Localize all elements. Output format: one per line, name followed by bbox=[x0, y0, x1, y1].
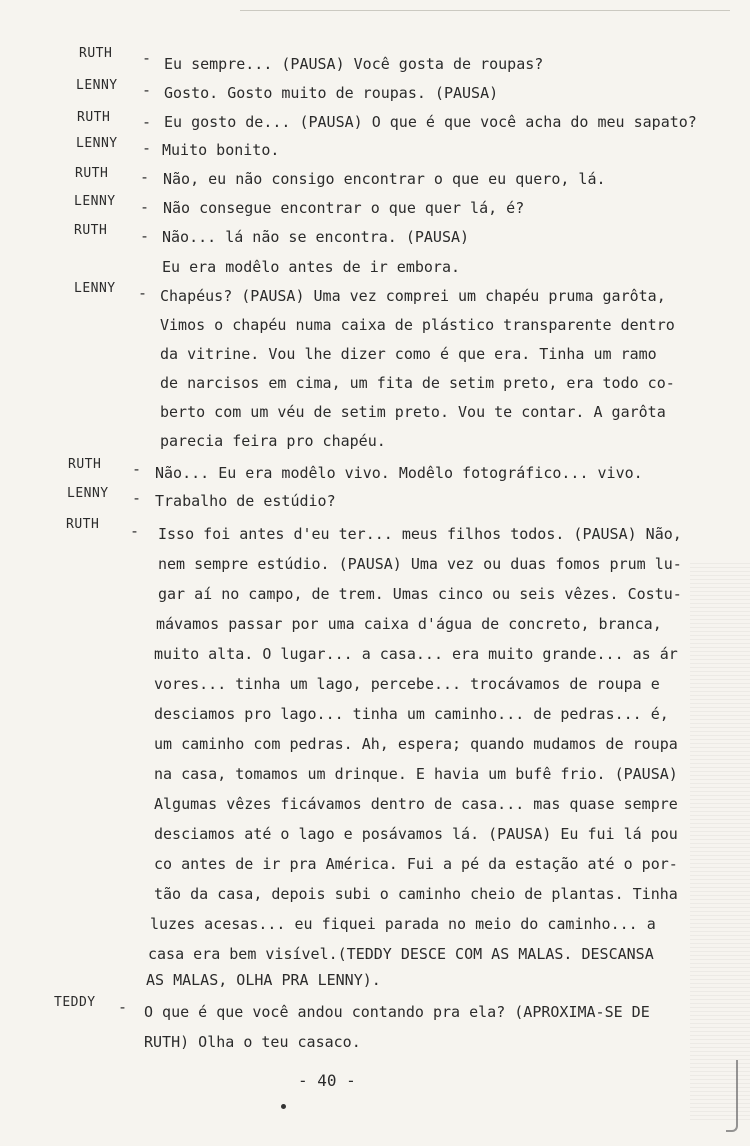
dialogue-dash: - bbox=[140, 168, 150, 186]
dialogue-line: tão da casa, depois subi o caminho cheio de plantas. Tinha bbox=[154, 885, 678, 903]
speaker-lenny: LENNY bbox=[74, 194, 116, 209]
dialogue-line: casa era bem visível.(TEDDY DESCE COM AS MALAS. DESCANSA bbox=[148, 945, 654, 963]
dialogue-line: muito alta. O lugar... a casa... era muito grande... as ár bbox=[154, 645, 678, 663]
speaker-lenny: LENNY bbox=[76, 136, 118, 151]
dialogue-line: vores... tinha um lago, percebe... trocávamos de roupa e bbox=[154, 675, 660, 693]
speaker-lenny: LENNY bbox=[76, 78, 118, 93]
dialogue-line: na casa, tomamos um drinque. E havia um bufê frio. (PAUSA) bbox=[154, 765, 678, 783]
dialogue-dash: - bbox=[130, 522, 140, 540]
speaker-ruth: RUTH bbox=[66, 517, 100, 532]
dialogue-line: Gosto. Gosto muito de roupas. (PAUSA) bbox=[164, 84, 499, 102]
dialogue-line: co antes de ir pra América. Fui a pé da estação até o por- bbox=[154, 855, 678, 873]
dialogue-line: berto com um véu de setim preto. Vou te contar. A garôta bbox=[160, 403, 666, 421]
speaker-ruth: RUTH bbox=[74, 223, 108, 238]
dialogue-dash: - bbox=[142, 139, 152, 157]
dialogue-dash: - bbox=[140, 227, 150, 245]
dialogue-line: Vimos o chapéu numa caixa de plástico transparente dentro bbox=[160, 316, 675, 334]
dialogue-line: Eu gosto de... (PAUSA) O que é que você acha do meu sapato? bbox=[164, 113, 697, 131]
dialogue-line: de narcisos em cima, um fita de setim preto, era todo co- bbox=[160, 374, 675, 392]
dialogue-dash: - bbox=[142, 113, 152, 131]
dialogue-line: Muito bonito. bbox=[162, 141, 280, 159]
dialogue-line: gar aí no campo, de trem. Umas cinco ou seis vêzes. Costu- bbox=[158, 585, 682, 603]
page-number: - 40 - bbox=[298, 1071, 356, 1090]
speaker-lenny: LENNY bbox=[74, 281, 116, 296]
dialogue-line: RUTH) Olha o teu casaco. bbox=[144, 1033, 361, 1051]
dialogue-line: Não... Eu era modêlo vivo. Modêlo fotográfico... vivo. bbox=[155, 464, 643, 482]
dialogue-line: mávamos passar por uma caixa d'água de concreto, branca, bbox=[156, 615, 662, 633]
dialogue-line: Algumas vêzes ficávamos dentro de casa... mas quase sempre bbox=[154, 795, 678, 813]
dialogue-line: nem sempre estúdio. (PAUSA) Uma vez ou duas fomos prum lu- bbox=[158, 555, 682, 573]
dialogue-line: Eu sempre... (PAUSA) Você gosta de roupas? bbox=[164, 55, 544, 73]
speaker-ruth: RUTH bbox=[77, 110, 111, 125]
dialogue-line: desciamos pro lago... tinha um caminho... de pedras... é, bbox=[154, 705, 669, 723]
dialogue-dash: - bbox=[142, 81, 152, 99]
speaker-ruth: RUTH bbox=[68, 457, 102, 472]
ink-dot bbox=[281, 1104, 286, 1109]
dialogue-line: da vitrine. Vou lhe dizer como é que era. Tinha um ramo bbox=[160, 345, 657, 363]
dialogue-line: Chapéus? (PAUSA) Uma vez comprei um chapéu pruma garôta, bbox=[160, 287, 666, 305]
speaker-lenny: LENNY bbox=[67, 486, 109, 501]
dialogue-line: parecia feira pro chapéu. bbox=[160, 432, 386, 450]
speaker-ruth: RUTH bbox=[79, 46, 113, 61]
dialogue-dash: - bbox=[142, 49, 152, 67]
dialogue-line: Não, eu não consigo encontrar o que eu quero, lá. bbox=[163, 170, 606, 188]
dialogue-line: Trabalho de estúdio? bbox=[155, 492, 336, 510]
dialogue-line: Isso foi antes d'eu ter... meus filhos todos. (PAUSA) Não, bbox=[158, 525, 682, 543]
dialogue-dash: - bbox=[140, 198, 150, 216]
dialogue-line: desciamos até o lago e posávamos lá. (PAUSA) Eu fui lá pou bbox=[154, 825, 678, 843]
speaker-ruth: RUTH bbox=[75, 166, 109, 181]
dialogue-line: Não... lá não se encontra. (PAUSA) bbox=[162, 228, 470, 246]
dialogue-dash: - bbox=[138, 284, 148, 302]
dialogue-line: um caminho com pedras. Ah, espera; quando mudamos de roupa bbox=[154, 735, 678, 753]
dialogue-dash: - bbox=[132, 489, 142, 507]
dialogue-dash: - bbox=[132, 460, 142, 478]
speaker-teddy: TEDDY bbox=[54, 995, 96, 1010]
dialogue-dash: - bbox=[118, 998, 128, 1016]
dialogue-line: Eu era modêlo antes de ir embora. bbox=[162, 258, 461, 276]
dialogue-line: O que é que você andou contando pra ela? (APROXIMA-SE DE bbox=[144, 1003, 650, 1021]
dialogue-line: luzes acesas... eu fiquei parada no meio do caminho... a bbox=[150, 915, 656, 933]
dialogue-line: AS MALAS, OLHA PRA LENNY). bbox=[146, 971, 381, 989]
dialogue-line: Não consegue encontrar o que quer lá, é? bbox=[163, 199, 525, 217]
